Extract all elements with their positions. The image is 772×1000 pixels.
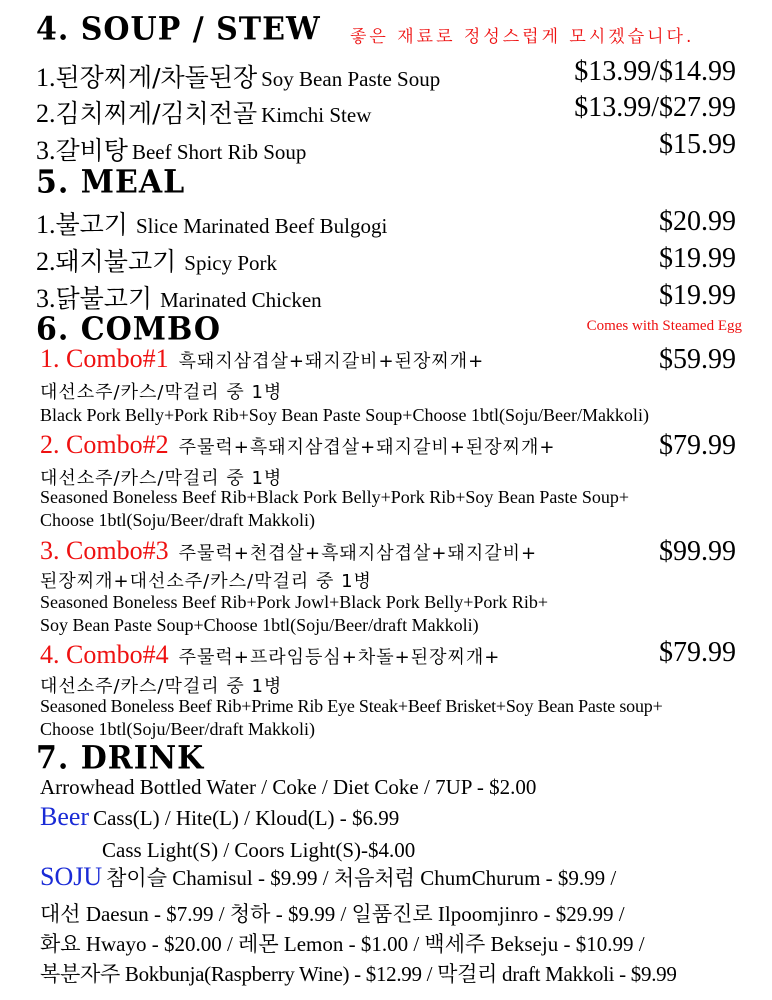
item-number: 3. <box>36 136 56 165</box>
combo-item <box>40 430 556 460</box>
combo-heading: 6. COMBO <box>36 311 222 348</box>
beer-options: Cass(L) / Hite(L) / Kloud(L) - $6.99 <box>93 806 400 830</box>
menu-item <box>36 58 440 94</box>
combo-korean-line: 대선소주/카스/막걸리 중 1병 <box>40 468 283 489</box>
combo-korean-line: 주물럭+프라임등심+차돌+된장찌개+ <box>178 647 501 668</box>
combo-note: Comes with Steamed Egg <box>586 318 742 334</box>
item-korean-name: 갈비탕 <box>55 136 128 165</box>
item-number: 2. <box>36 247 56 276</box>
combo-korean-line: 주물럭+천겹살+흑돼지삼겹살+돼지갈비+ <box>178 543 538 564</box>
combo-korean-line: 대선소주/카스/막걸리 중 1병 <box>40 382 283 403</box>
item-price: $20.99 <box>659 206 736 237</box>
item-korean-name: 닭불고기 <box>55 284 153 313</box>
item-korean-name: 불고기 <box>55 210 128 239</box>
beer-options: Cass Light(S) / Coors Light(S)-$4.00 <box>102 838 416 862</box>
item-english-name: Spicy Pork <box>184 251 278 275</box>
drink-heading: 7. DRINK <box>36 740 205 777</box>
combo-title: 3. Combo#3 <box>40 536 169 565</box>
soju-options: 참이슬 Chamisul - $9.99 / 처음처럼 ChumChurum - $9.99 / <box>106 866 617 890</box>
item-english-name: Marinated Chicken <box>160 288 322 312</box>
combo-korean-line: 흑돼지삼겹살+돼지갈비+된장찌개+ <box>178 351 485 372</box>
combo-title: 2. Combo#2 <box>40 430 169 459</box>
combo-korean-line: 주물럭+흑돼지삼겹살+돼지갈비+된장찌개+ <box>178 437 556 458</box>
item-number: 2. <box>36 99 56 128</box>
beer-line <box>40 802 399 832</box>
combo-price: $59.99 <box>659 344 736 375</box>
combo-item <box>40 640 500 670</box>
combo-description: Seasoned Boneless Beef Rib+Prime Rib Eye Steak+Beef Brisket+Soy Bean Paste soup+ <box>40 696 663 716</box>
combo-item <box>40 344 484 374</box>
item-price: $13.99/$27.99 <box>574 92 736 123</box>
item-english-name: Kimchi Stew <box>261 103 372 127</box>
item-price: $13.99/$14.99 <box>574 56 736 87</box>
item-korean-name: 김치찌게/김치전골 <box>55 99 258 128</box>
combo-description: Soy Bean Paste Soup+Choose 1btl(Soju/Beer/draft Makkoli) <box>40 615 479 635</box>
soju-options: 화요 Hwayo - $20.00 / 레몬 Lemon - $1.00 / 백세주 Bekseju - $10.99 / <box>40 932 645 956</box>
soju-label: SOJU <box>40 862 103 891</box>
soju-line <box>40 862 616 892</box>
menu-item <box>36 205 387 241</box>
soju-options: 대선 Daesun - $7.99 / 청하 - $9.99 / 일품진로 Ilpoomjinro - $29.99 / <box>40 902 625 926</box>
tagline: 좋은 재료로 정성스럽게 모시겠습니다. <box>350 27 695 47</box>
combo-description: Black Pork Belly+Pork Rib+Soy Bean Paste Soup+Choose 1btl(Soju/Beer/Makkoli) <box>40 405 649 425</box>
menu-item <box>36 131 306 167</box>
item-price: $19.99 <box>659 243 736 274</box>
item-price: $15.99 <box>659 129 736 160</box>
item-english-name: Soy Bean Paste Soup <box>261 67 441 91</box>
soju-options: 복분자주 Bokbunja(Raspberry Wine) - $12.99 / 막걸리 draft Makkoli - $9.99 <box>40 962 677 986</box>
combo-korean-line: 대선소주/카스/막걸리 중 1병 <box>40 676 283 697</box>
item-number: 1. <box>36 63 56 92</box>
combo-price: $79.99 <box>659 637 736 668</box>
combo-price: $79.99 <box>659 430 736 461</box>
combo-description: Choose 1btl(Soju/Beer/draft Makkoli) <box>40 719 315 739</box>
combo-description: Choose 1btl(Soju/Beer/draft Makkoli) <box>40 510 315 530</box>
menu-item <box>36 279 322 315</box>
item-english-name: Beef Short Rib Soup <box>131 140 307 164</box>
meal-heading: 5. MEAL <box>36 164 186 201</box>
combo-price: $99.99 <box>659 536 736 567</box>
item-price: $19.99 <box>659 280 736 311</box>
item-number: 3. <box>36 284 56 313</box>
combo-description: Seasoned Boneless Beef Rib+Pork Jowl+Black Pork Belly+Pork Rib+ <box>40 592 549 612</box>
item-korean-name: 돼지불고기 <box>55 247 177 276</box>
combo-title: 4. Combo#4 <box>40 640 169 669</box>
menu-item <box>36 94 371 130</box>
item-number: 1. <box>36 210 56 239</box>
combo-korean-line: 된장찌개+대선소주/카스/막걸리 중 1병 <box>40 571 372 592</box>
combo-item <box>40 536 537 566</box>
drink-line: Arrowhead Bottled Water / Coke / Diet Coke / 7UP - $2.00 <box>40 775 537 799</box>
item-korean-name: 된장찌게/차돌된장 <box>55 63 258 92</box>
combo-description: Seasoned Boneless Beef Rib+Black Pork Belly+Pork Rib+Soy Bean Paste Soup+ <box>40 487 630 507</box>
beer-label: Beer <box>40 802 90 831</box>
soup-heading: 4. SOUP / STEW <box>36 11 321 48</box>
combo-title: 1. Combo#1 <box>40 344 169 373</box>
item-english-name: Slice Marinated Beef Bulgogi <box>135 214 388 238</box>
menu-item <box>36 242 277 278</box>
